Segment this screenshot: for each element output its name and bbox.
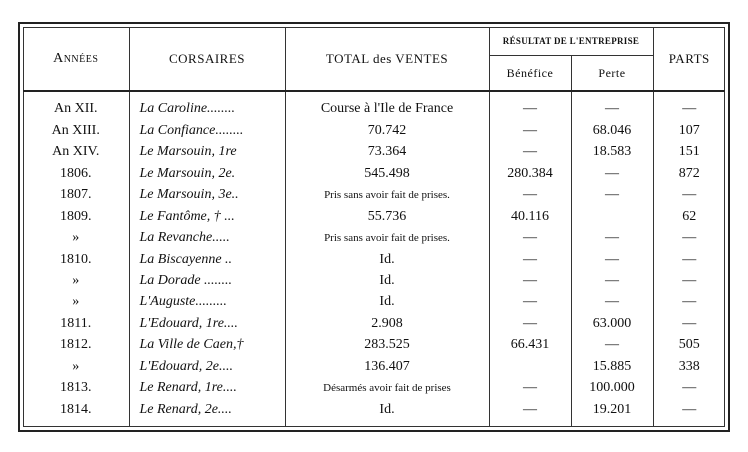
table-frame [18,22,730,432]
cell-total: Id. [285,270,489,291]
cell-total: 283.525 [285,335,489,356]
cell-annee: 1810. [23,249,129,270]
cell-benefice: — [489,142,571,163]
cell-annee: » [23,356,129,377]
cell-total: 73.364 [285,142,489,163]
cell-corsaire: Le Marsouin, 3e.. [129,185,285,206]
cell-benefice: — [489,249,571,270]
cell-perte: — [571,270,653,291]
cell-benefice: — [489,227,571,248]
cell-parts: 151 [678,144,700,160]
cell-corsaire: La Revanche..... [129,227,285,248]
cell-annee: 1814. [23,399,129,427]
cell-perte: 68.046 [571,120,653,141]
table-row [23,120,725,141]
cell-corsaire: Le Marsouin, 1re [129,142,285,163]
cell-corsaire: La Dorade ........ [129,270,285,291]
table-row [23,91,725,120]
header-parts: PARTS [653,27,725,91]
cell-benefice: — [489,399,571,427]
cell-parts: — [682,294,697,310]
cell-perte: 18.583 [571,142,653,163]
cell-perte: 100.000 [571,377,653,398]
cell-perte: 15.885 [571,356,653,377]
cell-perte: — [571,227,653,248]
cell-total: 70.742 [285,120,489,141]
cell-perte: 63.000 [571,313,653,334]
cell-corsaire: Le Renard, 2e.... [129,399,285,427]
cell-benefice: — [489,185,571,206]
cell-benefice [489,356,571,377]
cell-perte: — [571,335,653,356]
cell-total: Id. [285,292,489,313]
cell-parts: — [682,315,697,331]
cell-corsaire: L'Edouard, 2e.... [129,356,285,377]
table-row [23,313,725,334]
cell-corsaire: L'Auguste......... [129,292,285,313]
table-row [23,163,725,184]
table-row [23,292,725,313]
cell-perte: — [571,163,653,184]
header-annees: Années [23,27,129,91]
cell-corsaire: La Caroline........ [129,91,285,120]
header-corsaires: CORSAIRES [129,27,285,91]
cell-parts: 338 [678,358,700,374]
cell-benefice: — [489,91,571,120]
cell-parts: — [682,401,697,417]
cell-annee: 1809. [23,206,129,227]
table-row [23,206,725,227]
cell-corsaire: La Confiance........ [129,120,285,141]
cell-corsaire: La Biscayenne .. [129,249,285,270]
cell-annee: » [23,270,129,291]
cell-annee: 1806. [23,163,129,184]
table-row [23,227,725,248]
cell-benefice: 40.116 [489,206,571,227]
table-body [23,91,725,427]
cell-corsaire: Le Renard, 1re.... [129,377,285,398]
cell-benefice: — [489,120,571,141]
cell-corsaire: Le Fantôme, † ... [129,206,285,227]
cell-parts: — [682,230,697,246]
cell-parts: — [682,101,697,117]
cell-parts: 872 [678,165,700,181]
cell-parts: — [682,272,697,288]
cell-total: Id. [285,399,489,427]
cell-corsaire: Le Marsouin, 2e. [129,163,285,184]
cell-parts: — [682,251,697,267]
cell-annee: An XIII. [23,120,129,141]
table-row [23,335,725,356]
cell-parts: — [682,187,697,203]
cell-benefice: — [489,270,571,291]
cell-total: 545.498 [285,163,489,184]
cell-total: Id. [285,249,489,270]
table-row [23,270,725,291]
cell-annee: 1807. [23,185,129,206]
cell-annee: » [23,227,129,248]
cell-corsaire: La Ville de Caen,† [129,335,285,356]
table-row [23,356,725,377]
cell-annee: 1813. [23,377,129,398]
cell-annee: 1811. [23,313,129,334]
cell-benefice: 66.431 [489,335,571,356]
cell-total: Désarmés avoir fait de prises [285,377,489,398]
cell-perte: — [571,249,653,270]
cell-annee: An XII. [23,91,129,120]
cell-parts: 107 [678,123,700,139]
table-row [23,377,725,398]
header-perte: Perte [571,56,653,92]
cell-benefice: — [489,313,571,334]
header-resultat: RÉSULTAT DE L'ENTREPRISE [489,27,653,56]
cell-benefice: — [489,377,571,398]
header-benefice: Bénéfice [489,56,571,92]
cell-benefice: — [489,292,571,313]
table-row [23,399,725,427]
cell-corsaire: L'Edouard, 1re.... [129,313,285,334]
cell-parts: 505 [678,337,700,353]
cell-annee: An XIV. [23,142,129,163]
cell-parts: 62 [682,208,697,224]
cell-annee: 1812. [23,335,129,356]
cell-benefice: 280.384 [489,163,571,184]
table-row [23,249,725,270]
cell-total: 2.908 [285,313,489,334]
table-row [23,142,725,163]
header-total-ventes: TOTAL des VENTES [285,27,489,91]
cell-total: Course à l'Ile de France [285,91,489,120]
cell-annee: » [23,292,129,313]
cell-perte: — [571,91,653,120]
cell-parts: — [682,380,697,396]
cell-total: Pris sans avoir fait de prises. [285,185,489,206]
cell-perte [571,206,653,227]
cell-perte: 19.201 [571,399,653,427]
cell-perte: — [571,292,653,313]
corsaires-table [23,27,725,427]
table-row [23,185,725,206]
cell-total: 136.407 [285,356,489,377]
cell-perte: — [571,185,653,206]
cell-total: 55.736 [285,206,489,227]
cell-total: Pris sans avoir fait de prises. [285,227,489,248]
